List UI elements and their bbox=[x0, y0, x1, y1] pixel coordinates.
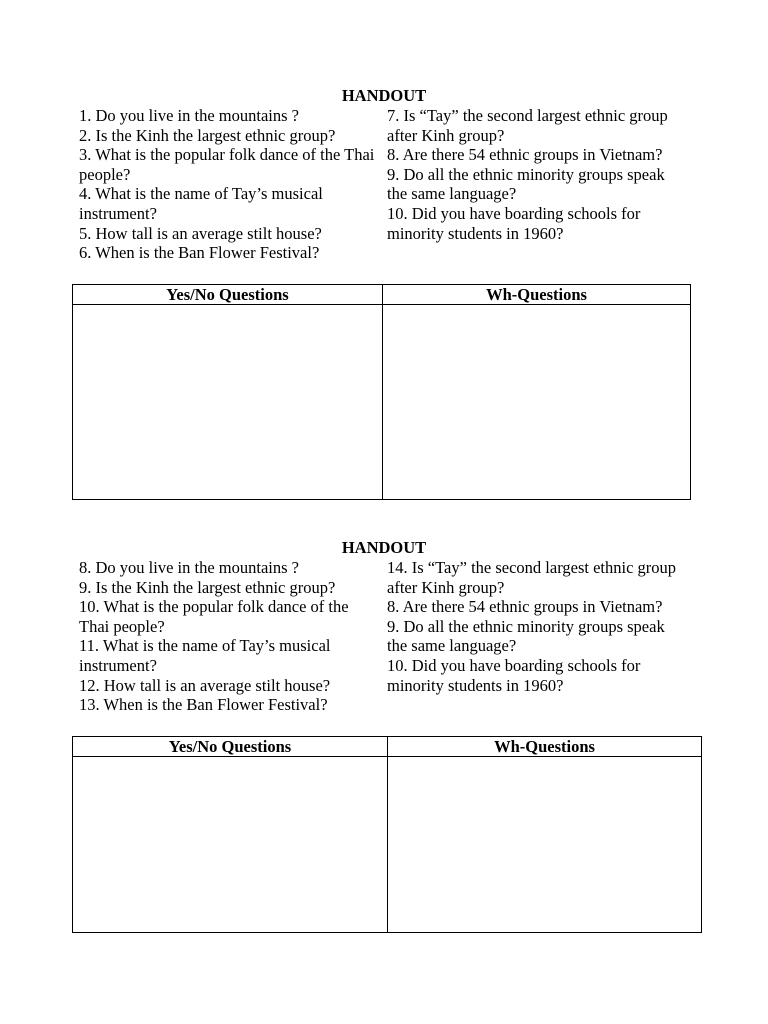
wh-header: Wh-Questions bbox=[388, 737, 702, 757]
question-list-right bbox=[387, 558, 687, 695]
question-list-left bbox=[79, 106, 379, 263]
question-item: 1. Do you live in the mountains ? bbox=[79, 106, 299, 125]
wh-header: Wh-Questions bbox=[383, 285, 691, 305]
question-item: 4. What is the name of Tay’s musical instrument? bbox=[79, 184, 323, 223]
question-item: 10. What is the popular folk dance of the Thai people? bbox=[79, 597, 349, 636]
question-sort-table bbox=[72, 736, 702, 933]
question-sort-table bbox=[72, 284, 691, 500]
handout-title: HANDOUT bbox=[341, 538, 427, 557]
question-item: 7. Is “Tay” the second largest ethnic group after Kinh group? bbox=[387, 106, 668, 145]
question-item: 5. How tall is an average stilt house? bbox=[79, 223, 322, 243]
question-item: 13. When is the Ban Flower Festival? bbox=[79, 695, 328, 715]
question-list-left bbox=[79, 558, 379, 715]
question-item: 10. Did you have boarding schools for minority students in 1960? bbox=[387, 655, 641, 695]
yes-no-answer-cell[interactable] bbox=[73, 757, 388, 933]
handout-title: HANDOUT bbox=[341, 86, 427, 105]
question-item: 6. When is the Ban Flower Festival? bbox=[79, 243, 320, 263]
question-item: 8. Do you live in the mountains ? bbox=[79, 558, 299, 577]
question-item: 10. Did you have boarding schools for minority students in 1960? bbox=[387, 203, 641, 243]
question-item: 14. Is “Tay” the second largest ethnic group after Kinh group? bbox=[387, 558, 677, 597]
question-item: 8. Are there 54 ethnic groups in Vietnam? bbox=[387, 597, 663, 617]
question-item: 8. Are there 54 ethnic groups in Vietnam? bbox=[387, 145, 663, 165]
question-item: 2. Is the Kinh the largest ethnic group? bbox=[79, 125, 336, 145]
wh-answer-cell[interactable] bbox=[388, 757, 702, 933]
question-item: 9. Is the Kinh the largest ethnic group? bbox=[79, 577, 336, 597]
question-item: 11. What is the name of Tay’s musical instrument? bbox=[79, 636, 331, 675]
yes-no-header: Yes/No Questions bbox=[73, 285, 383, 305]
question-item: 9. Do all the ethnic minority groups speak the same language? bbox=[387, 616, 665, 656]
question-list-right bbox=[387, 106, 687, 243]
question-item: 12. How tall is an average stilt house? bbox=[79, 675, 331, 695]
wh-answer-cell[interactable] bbox=[383, 305, 691, 500]
question-item: 3. What is the popular folk dance of the Thai people? bbox=[79, 145, 375, 184]
question-item: 9. Do all the ethnic minority groups speak the same language? bbox=[387, 164, 665, 204]
yes-no-header: Yes/No Questions bbox=[73, 737, 388, 757]
yes-no-answer-cell[interactable] bbox=[73, 305, 383, 500]
